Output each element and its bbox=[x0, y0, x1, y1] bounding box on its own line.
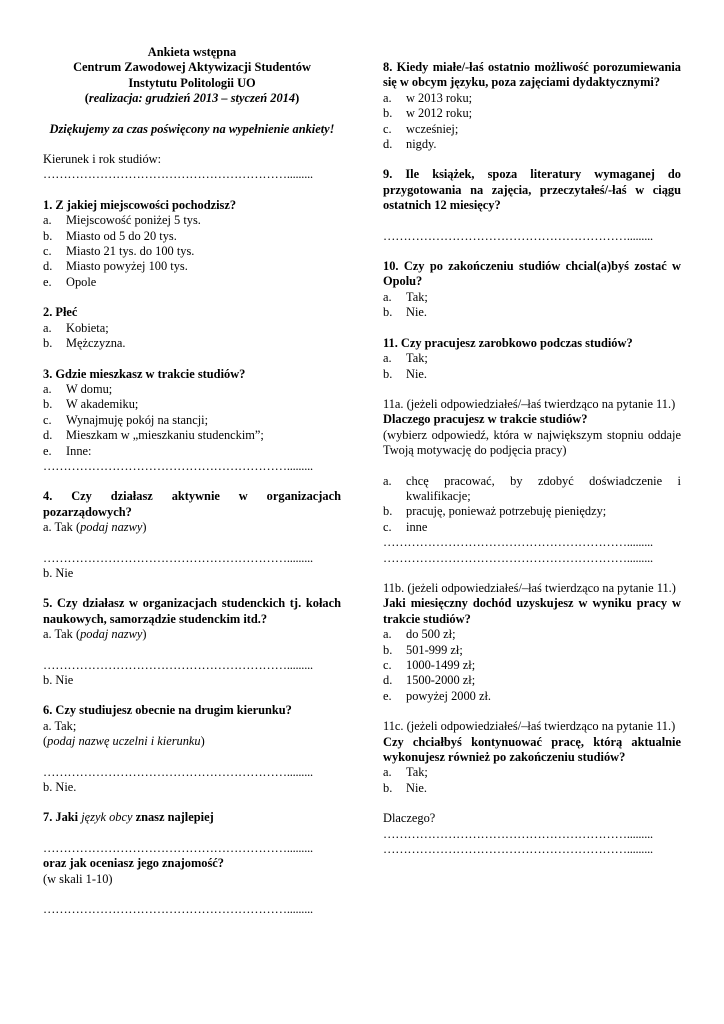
survey-period: (realizacja: grudzień 2013 – styczeń 2014) bbox=[84, 91, 300, 106]
field-label: Kierunek i rok studiów: bbox=[43, 152, 162, 167]
thanks-note: Dziękujemy za czas poświęcony na wypełnienie ankiety! bbox=[49, 121, 335, 136]
q11b-option[interactable]: b. 501-999 zł; bbox=[383, 642, 463, 657]
q6-title: 6. Czy studiujesz obecnie na drugim kierunku? bbox=[43, 703, 292, 718]
q5-yes[interactable]: a. Tak (podaj nazwy) bbox=[43, 627, 147, 642]
q3-option[interactable]: d. Mieszkam w „mieszkaniu studenckim”; bbox=[43, 428, 264, 443]
q11a-option[interactable]: a. chcę pracować, by zdobyć doświadczenie i kwalifikacje; bbox=[383, 473, 681, 503]
q2-option[interactable]: b. Mężczyzna. bbox=[43, 336, 126, 351]
q11b-note: 11b. (jeżeli odpowiedziałeś/–łaś twierdząco na pytanie 11.) bbox=[383, 580, 676, 595]
q11c-note: 11c. (jeżeli odpowiedziałeś/–łaś twierdząco na pytanie 11.) bbox=[383, 719, 676, 734]
answer-line[interactable]: ……………………………………………………......... bbox=[383, 535, 653, 550]
answer-line[interactable]: ……………………………………………………......... bbox=[383, 550, 653, 565]
q1-option[interactable]: b. Miasto od 5 do 20 tys. bbox=[43, 228, 177, 243]
q8-option[interactable]: d. nigdy. bbox=[383, 137, 437, 152]
org-name: Centrum Zawodowej Aktywizacji Studentów bbox=[73, 60, 311, 75]
answer-line[interactable]: ……………………………………………………......... bbox=[43, 458, 313, 473]
q3-option[interactable]: a. W domu; bbox=[43, 381, 113, 396]
q11c-why: Dlaczego? bbox=[383, 811, 436, 826]
answer-line[interactable]: ……………………………………………………......... bbox=[383, 842, 653, 857]
q3-option[interactable]: c. Wynajmuję pokój na stancji; bbox=[43, 412, 209, 427]
q3-title: 3. Gdzie mieszkasz w trakcie studiów? bbox=[43, 366, 246, 381]
q11a-note: 11a. (jeżeli odpowiedziałeś/–łaś twierdząco na pytanie 11.) bbox=[383, 396, 676, 411]
q1-option[interactable]: c. Miasto 21 tys. do 100 tys. bbox=[43, 244, 195, 259]
q11b-option[interactable]: d. 1500-2000 zł; bbox=[383, 673, 476, 688]
q11-options bbox=[383, 351, 681, 382]
q4-no[interactable]: b. Nie bbox=[43, 565, 74, 580]
q1-option[interactable]: a. Miejscowość poniżej 5 tys. bbox=[43, 213, 201, 228]
q11a-options bbox=[383, 474, 681, 536]
q4-yes[interactable]: a. Tak (podaj nazwy) bbox=[43, 520, 147, 535]
q1-option[interactable]: e. Opole bbox=[43, 274, 97, 289]
q8-title: 8. Kiedy miałe/-łaś ostatnio możliwość porozumiewania się w obcym języku, poza zajęciami dydaktycznymi? bbox=[383, 60, 681, 90]
q11-title: 11. Czy pracujesz zarobkowo podczas studiów? bbox=[383, 335, 633, 350]
answer-line[interactable]: ……………………………………………………......... bbox=[43, 550, 313, 565]
answer-line[interactable]: ……………………………………………………......... bbox=[43, 902, 313, 917]
q7-scale: (w skali 1-10) bbox=[43, 871, 113, 886]
left-column bbox=[43, 45, 341, 917]
q11-option[interactable]: a. Tak; bbox=[383, 351, 428, 366]
answer-line[interactable]: ……………………………………………………......... bbox=[43, 764, 313, 779]
q11-option[interactable]: b. Nie. bbox=[383, 366, 427, 381]
q6-no[interactable]: b. Nie. bbox=[43, 780, 77, 795]
answer-line[interactable]: ……………………………………………………......... bbox=[43, 657, 313, 672]
q8-options bbox=[383, 91, 681, 153]
answer-line[interactable]: ……………………………………………………......... bbox=[43, 840, 313, 855]
q11b-option[interactable]: c. 1000-1499 zł; bbox=[383, 658, 476, 672]
q6-hint: (podaj nazwę uczelni i kierunku) bbox=[43, 734, 205, 749]
q8-option[interactable]: b. w 2012 roku; bbox=[383, 106, 473, 121]
q1-title: 1. Z jakiej miejscowości pochodzisz? bbox=[43, 197, 237, 212]
answer-line[interactable]: ……………………………………………………......... bbox=[383, 228, 653, 243]
q10-options bbox=[383, 290, 681, 321]
q7-subtitle: oraz jak oceniasz jego znajomość? bbox=[43, 856, 224, 871]
q10-title: 10. Czy po zakończeniu studiów chcial(a)byś zostać w Opolu? bbox=[383, 259, 681, 289]
q2-options bbox=[43, 321, 341, 352]
q3-options bbox=[43, 382, 341, 459]
q5-title: 5. Czy działasz w organizacjach studenckich tj. kołach naukowych, samorządzie studenckim itd.? bbox=[43, 596, 341, 626]
q11c-title: Czy chciałbyś kontynuować pracę, którą aktualnie wykonujesz również po zakończeniu studiów? bbox=[383, 734, 681, 765]
q4-title: 4. Czy działasz aktywnie w organizacjach pozarządowych? bbox=[43, 489, 341, 519]
q1-option[interactable]: d. Miasto powyżej 100 tys. bbox=[43, 259, 188, 274]
q2-title: 2. Płeć bbox=[43, 305, 78, 320]
q5-no[interactable]: b. Nie bbox=[43, 673, 74, 687]
q7-title: 7. Jaki język obcy znasz najlepiej bbox=[43, 810, 214, 825]
q11a-hint: (wybierz odpowiedź, która w największym stopniu oddaje Twoją motywację do podjęcia pracy) bbox=[383, 427, 681, 458]
q3-option[interactable]: b. W akademiku; bbox=[43, 397, 139, 412]
q9-title: 9. Ile książek, spoza literatury wymaganej do przygotowania na zajęcia, przeczytałeś/-łaś w ciągu ostatnich 12 miesięcy? bbox=[383, 167, 681, 213]
q8-option[interactable]: a. w 2013 roku; bbox=[383, 90, 473, 105]
q11b-title: Jaki miesięczny dochód uzyskujesz w wyniku pracy w trakcie studiów? bbox=[383, 596, 681, 626]
right-column bbox=[383, 45, 681, 857]
q6-yes[interactable]: a. Tak; bbox=[43, 718, 77, 733]
answer-line[interactable]: ……………………………………………………......... bbox=[43, 167, 313, 182]
q11c-options bbox=[383, 765, 681, 796]
q11a-option[interactable]: b. pracuję, ponieważ potrzebuję pieniędzy; bbox=[383, 504, 607, 519]
q3-option[interactable]: e. Inne: bbox=[43, 443, 92, 458]
q11a-title: Dlaczego pracujesz w trakcie studiów? bbox=[383, 412, 588, 427]
q11c-option[interactable]: b. Nie. bbox=[383, 780, 427, 795]
q11a-option[interactable]: c. inne bbox=[383, 519, 428, 534]
q2-option[interactable]: a. Kobieta; bbox=[43, 320, 109, 335]
answer-line[interactable]: ……………………………………………………......... bbox=[383, 826, 653, 841]
q10-option[interactable]: b. Nie. bbox=[383, 305, 427, 320]
q11c-option[interactable]: a. Tak; bbox=[383, 765, 428, 780]
q11b-options bbox=[383, 627, 681, 704]
q8-option[interactable]: c. wcześniej; bbox=[383, 121, 459, 136]
q11b-option[interactable]: e. powyżej 2000 zł. bbox=[383, 688, 491, 703]
institute-name: Instytutu Politologii UO bbox=[128, 75, 256, 90]
q10-option[interactable]: a. Tak; bbox=[383, 289, 428, 304]
q11b-option[interactable]: a. do 500 zł; bbox=[383, 627, 456, 642]
survey-title: Ankieta wstępna bbox=[147, 45, 237, 59]
q1-options bbox=[43, 213, 341, 290]
